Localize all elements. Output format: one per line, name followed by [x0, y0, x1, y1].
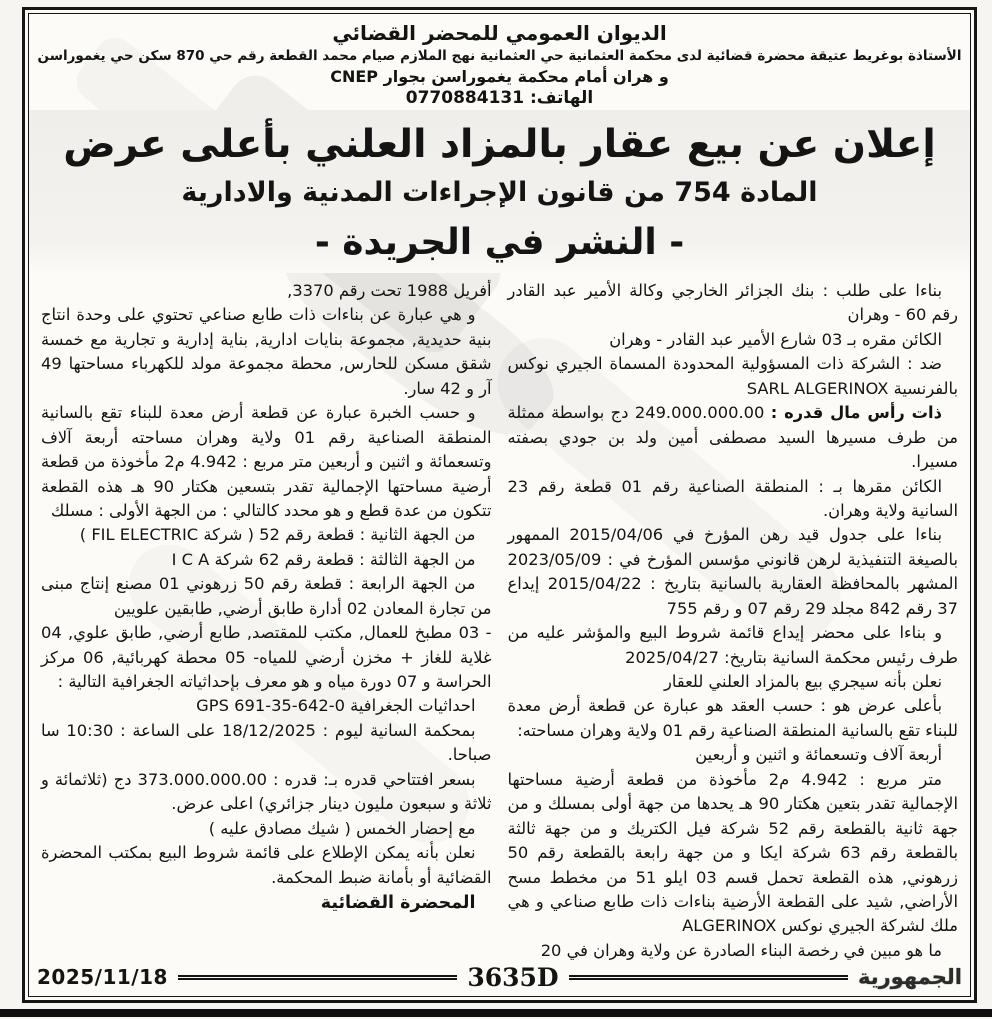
- column-left: [41, 279, 492, 960]
- office-title: الديوان العمومي للمحضر القضائي: [332, 21, 667, 45]
- auction-title: إعلان عن بيع عقار بالمزاد العلني بأعلى عرض: [63, 122, 936, 167]
- signature: المحضرة القضائية: [320, 892, 476, 913]
- auction-date-line: بمحكمة السانية ليوم : 18/12/2025 على الساعة : 10:30 سا صباحا.: [41, 720, 492, 765]
- body-paragraph: و حسب الخبرة عبارة عن قطعة أرض معدة للبناء تقع بالسانية المنطقة الصناعية رقم 01 ولاية وهران مساحته أربعة آلاف وتسعمائة و اثنين و أربعين متر مربع : 4.942 م2 مأخوذة من قطعة أرضية مساحتها الإجمالية تقدر بتسعين هكتار 90 هـ هذه القطعة تتكون من عدة قطع و هو محدد كالتالي : من الجهة الأولى : مسلك: [41, 403, 492, 520]
- body-paragraph: الكائن مقره بـ 03 شارع الأمير عبد القادر - وهران: [609, 329, 942, 349]
- law-article-subtitle: المادة 754 من قانون الإجراءات المدنية والادارية: [181, 177, 818, 208]
- body-paragraph: - 03 مطبخ للعمال, مكتب للمقتصد, طابع أرضي, طابق علوي, 04 غلاية للغاز + مخزن أرضي للمياه- 05 محطة كهربائية, 06 مركز الحراسة و 07 دورة مياه و هو معرف بإحداثياته الجغرافية التالية :: [41, 623, 492, 691]
- opening-price-line: بسعر افتتاحي قدره بـ: قدره : 373.000.000.00 دج (ثلاثمائة و ثلاثة و سبعون مليون دينار جزائري) اعلى عرض.: [41, 769, 492, 814]
- body-paragraph: أربعة آلاف وتسعمائة و اثنين و أربعين: [695, 745, 942, 765]
- body-paragraph: الكائن مقرها بـ : المنطقة الصناعية رقم 01 قطعة رقم 23 السانية ولاية وهران.: [507, 476, 958, 520]
- body-paragraph: مع إحضار الخمس ( شيك مصادق عليه ): [208, 818, 476, 838]
- ad-number: 3635D: [467, 962, 559, 992]
- newspaper-logo: الجمهورية: [857, 965, 962, 989]
- body-paragraph: بأعلى عرض هو : حسب العقد هو عبارة عن قطعة أرض معدة للبناء تقع بالسانية المنطقة الصناعية رقم 01 ولاية وهران مساحته:: [507, 696, 958, 740]
- body-paragraph: و بناءا على محضر إيداع قائمة شروط البيع والمؤشر عليه من طرف رئيس محكمة السانية بتاريخ: 2025/04/27: [507, 623, 958, 667]
- bailiff-line: الأستاذة بوغريط عتيقة محضرة قضائية لدى محكمة العثمانية حي العثمانية نهج الملازم صيام محمد القطعة رقم حي 870 سكن حي يغموراسن: [37, 48, 962, 64]
- ad-frame-inner: [28, 13, 971, 997]
- publication-subtitle: - النشر في الجريدة -: [314, 222, 685, 263]
- body-paragraph: نعلن بأنه يمكن الإطلاع على قائمة شروط البيع بمكتب المحضرة القضائية أو بأمانة ضبط المحكمة.: [41, 843, 492, 887]
- page-separator-bar: [0, 1009, 992, 1017]
- body-paragraph: من الجهة الثالثة : قطعة رقم 62 شركة I C A: [171, 549, 476, 569]
- body-paragraph: و هي عبارة عن بناءات ذات طابع صناعي تحتوي على وحدة انتاج بنية حديدية, مجموعة بنايات ادارية, بناية إدارية و تجارية مع خمسة شقق مسكن للحارس, محطة مجموعة مولد للكهرباء مساحتها 49 آر و 42 سار.: [41, 305, 492, 398]
- ad-header: [29, 14, 970, 110]
- body-paragraph: ضد : الشركة ذات المسؤولية المحدودة المسماة الجيري نوكس بالفرنسية SARL ALGERINOX: [507, 354, 958, 398]
- body-paragraph: ما هو مبين في رخصة البناء الصادرة عن ولاية وهران في 20: [540, 940, 942, 960]
- ad-frame: [22, 7, 977, 1003]
- body-paragraph: من الجهة الرابعة : قطعة رقم 50 زرهوني 01 مصنع إنتاج مبنى من تجارة المعادن 02 أدارة طابق أرضي, طابقين علويين: [41, 574, 492, 618]
- body-paragraph: متر مربع : 4.942 م2 مأخوذة من قطعة أرضية مساحتها الإجمالية تقدر بتعين هكتار 90 هـ يحدها من جهة أولى بمسلك و من جهة ثانية بالقطعة رقم 52 شركة فيل الكتريك و من جهة ثالثة بالقطعة رقم 63 شركة ايكا و من جهة رابعة بالقطعة رقم 50 زرهوني, هذه القطعة تحمل قسم 03 ايلو 51 من مخطط مسح الأراضي, شيد على القطعة الأرضية بناءات ذات طابع صناعي و هي ملك لشركة الجيري نوكس ALGERINOX: [507, 769, 958, 936]
- footer-rule: [569, 975, 848, 980]
- footer-rule: [178, 975, 457, 980]
- body-paragraph: بناءا على جدول قيد رهن المؤرخ في 2015/04/06 الممهور بالصيغة التنفيذية لرهن قانوني مؤسس المؤرخ في : 2023/05/09 المشهر بالمحافظة العقارية بالسانية بتاريخ : 2015/04/22 إيداع 37 رقم 842 مجلد 29 رقم 07 و رقم 755: [507, 525, 959, 618]
- body-paragraph: من الجهة الثانية : قطعة رقم 52 ( شركة FIL ELECTRIC ): [79, 525, 476, 545]
- address-line: و هران أمام محكمة يغموراسن بجوار CNEP: [330, 67, 669, 86]
- ad-content: [29, 14, 970, 996]
- capital-label: ذات رأس مال قدره :: [770, 403, 942, 423]
- body-paragraph: أفريل 1988 تحت رقم 3370,: [287, 281, 492, 300]
- body-paragraph: نعلن بأنه سيجري بيع بالمزاد العلني للعقار: [664, 672, 942, 691]
- footer-date: 2025/11/18: [37, 965, 168, 989]
- capital-value: 249.000.000.00 دج بواسطة ممثلة من طرف مسيرها السيد مصطفى أمين ولد بن جودي بصفته مسيرا.: [507, 403, 958, 472]
- body-columns: [29, 273, 970, 960]
- gps-coordinates: احداثيات الجغرافية 0-642-35-691 GPS: [196, 696, 476, 716]
- footer-row: [29, 960, 970, 996]
- title-block: [29, 110, 970, 273]
- phone-line: الهاتف: 0770884131: [405, 88, 594, 108]
- column-right: [508, 279, 959, 960]
- body-paragraph: بناءا على طلب : بنك الجزائر الخارجي وكالة الأمير عبد القادر رقم 60 - وهران: [507, 281, 958, 325]
- capital-paragraph: [508, 401, 959, 474]
